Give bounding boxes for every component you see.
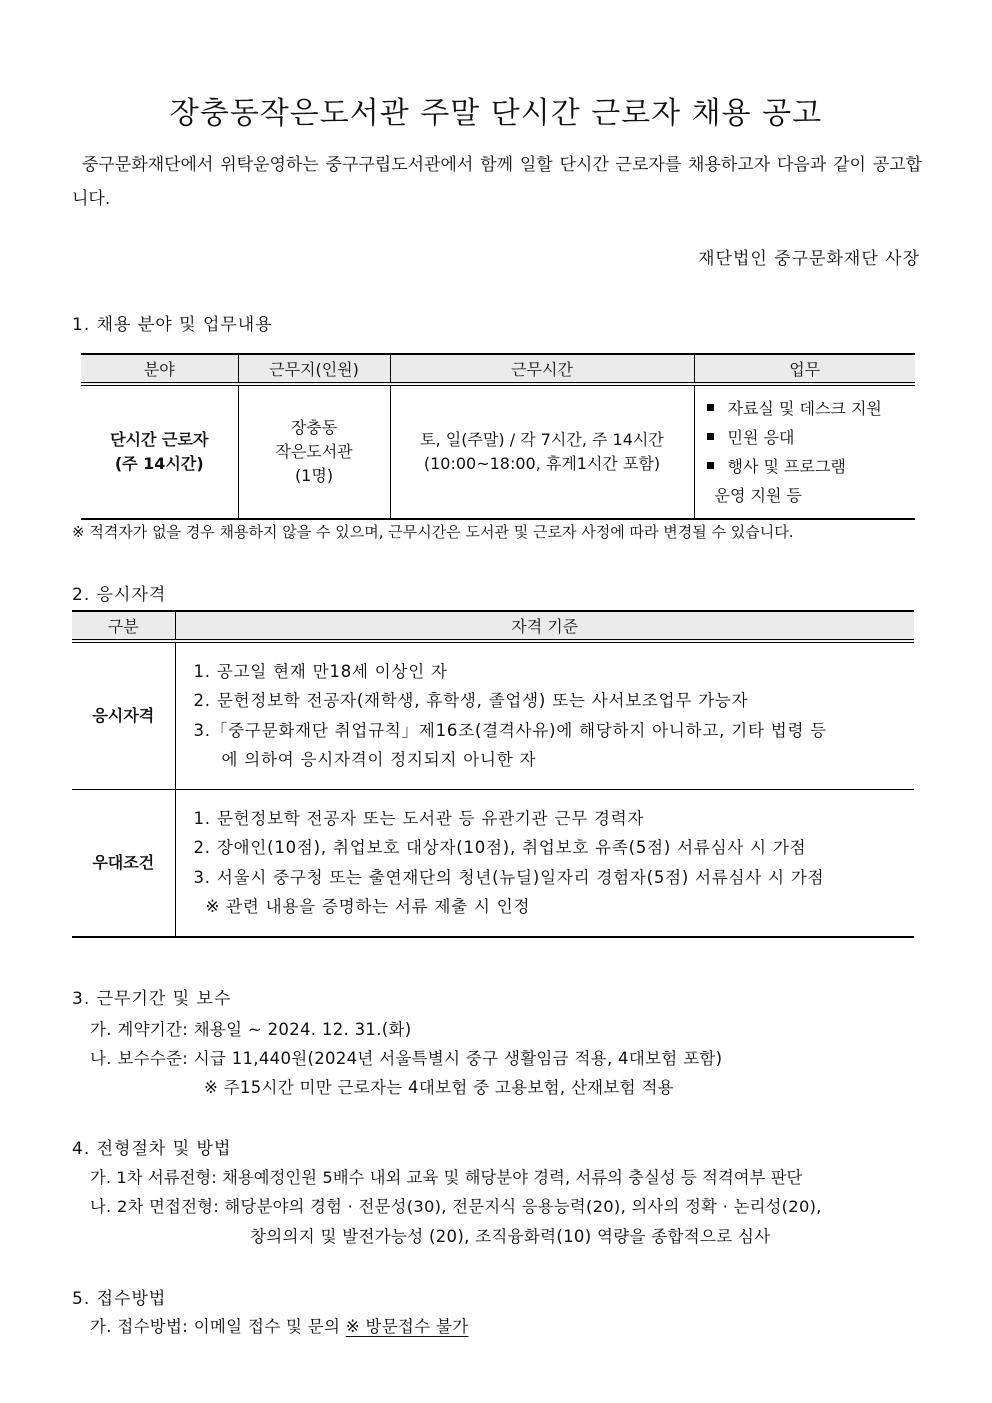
intro-paragraph: 중구문화재단에서 위탁운영하는 중구구립도서관에서 함께 일할 단시간 근로자를 채용하고자 다음과 같이 공고합니다.: [72, 155, 922, 209]
section1-heading: 1. 채용 분야 및 업무내용: [72, 315, 273, 335]
qualification-table-header: [72, 611, 914, 641]
row-label: 응시자격: [72, 641, 175, 789]
list-item: 3. 서울시 중구청 또는 출연재단의 청년(뉴딜)일자리 경험자(5점) 서류심사 시 가점: [193, 867, 825, 887]
application-method: [90, 1313, 468, 1337]
section1-note: ※ 적격자가 없을 경우 채용하지 않을 수 있으며, 근무시간은 도서관 및 근로자 사정에 따라 변경될 수 있습니다.: [72, 523, 794, 541]
contract-period: 가. 계약기간: 채용일 ~ 2024. 12. 31.(화): [90, 1020, 412, 1039]
list-item: [707, 452, 916, 481]
header-field: 분야: [81, 354, 238, 384]
signature: 재단법인 중구문화재단 사장: [698, 249, 920, 269]
job-table: [81, 353, 915, 520]
interview-screening: 나. 2차 면접전형: 해당분야의 경험 · 전문성(30), 전문지식 응용능력(20), 의사의 정확 · 논리성(20),: [90, 1197, 822, 1216]
list-item: 2. 장애인(10점), 취업보호 대상자(10점), 취업보호 유족(5점) 서류심사 시 가점: [193, 838, 807, 858]
list-item: ※ 관련 내용을 증명하는 서류 제출 시 인정: [205, 897, 531, 917]
place-line: (1명): [294, 466, 334, 485]
section3-heading: 3. 근무기간 및 보수: [72, 989, 232, 1009]
list-item: 1. 공고일 현재 만18세 이상인 자: [193, 661, 448, 681]
application-method-text: 가. 접수방법: 이메일 접수 및 문의: [90, 1317, 346, 1336]
list-item: 운영 지원 등: [714, 486, 802, 505]
row-criteria: [175, 789, 914, 937]
section2-heading: 2. 응시자격: [72, 585, 167, 605]
row-criteria: [175, 641, 914, 789]
table-row: [72, 789, 914, 937]
cell-duties: [694, 384, 915, 519]
table-row: [72, 641, 914, 789]
section4-heading: 4. 전형절차 및 방법: [72, 1139, 232, 1159]
list-item: [707, 394, 916, 423]
place-line: 작은도서관: [275, 442, 353, 461]
list-item: 1. 문헌정보학 전공자 또는 도서관 등 유관기관 근무 경력자: [193, 808, 645, 828]
header-criteria: 자격 기준: [175, 611, 914, 641]
section5-heading: 5. 접수방법: [72, 1289, 167, 1309]
cell-hours: [390, 384, 694, 519]
hours-line: (10:00~18:00, 휴게1시간 포함): [423, 454, 661, 473]
list-item: [707, 423, 916, 452]
qualification-table: [72, 610, 914, 938]
field-line: (주 14시간): [114, 454, 204, 473]
no-visit-notice: ※ 방문접수 불가: [345, 1317, 469, 1336]
cell-place: [238, 384, 390, 519]
header-duties: 업무: [694, 354, 915, 384]
square-bullet-icon: [707, 462, 714, 469]
duty-list: [695, 386, 916, 518]
header-place: 근무지(인원): [238, 354, 390, 384]
header-hours: 근무시간: [390, 354, 694, 384]
table-row: [81, 384, 915, 519]
document-title: 장충동작은도서관 주말 단시간 근로자 채용 공고: [169, 96, 823, 131]
duty-text: 민원 응대: [727, 428, 795, 447]
square-bullet-icon: [707, 433, 714, 440]
interview-screening-cont: 창의의지 및 발전가능성 (20), 조직융화력(10) 역량을 종합적으로 심사: [250, 1227, 771, 1246]
list-item: 2. 문헌정보학 전공자(재학생, 휴학생, 졸업생) 또는 사서보조업무 가능자: [193, 691, 749, 711]
list-item: 에 의하여 응시자격이 정지되지 아니한 자: [221, 750, 537, 770]
cell-field: [81, 384, 238, 519]
square-bullet-icon: [707, 404, 714, 411]
criteria-list: [176, 657, 915, 775]
place-line: 장충동: [290, 418, 338, 437]
criteria-list: [176, 804, 915, 922]
pay-level: 나. 보수수준: 시급 11,440원(2024년 서울특별시 중구 생활임금 적용, 4대보험 포함): [90, 1049, 723, 1068]
insurance-note: ※ 주15시간 미만 근로자는 4대보험 중 고용보험, 산재보험 적용: [204, 1078, 674, 1097]
header-category: 구분: [72, 611, 175, 641]
job-table-header: [81, 354, 915, 384]
duty-text: 행사 및 프로그램: [727, 457, 846, 476]
list-item: 3.「중구문화재단 취업규칙」제16조(결격사유)에 해당하지 아니하고, 기타 법령 등: [193, 720, 827, 740]
duty-text: 자료실 및 데스크 지원: [727, 399, 882, 418]
document-screening: 가. 1차 서류전형: 채용예정인원 5배수 내외 교육 및 해당분야 경력, 서류의 충실성 등 적격여부 판단: [90, 1168, 803, 1187]
row-label: 우대조건: [72, 789, 175, 937]
field-line: 단시간 근로자: [110, 430, 209, 449]
hours-line: 토, 일(주말) / 각 7시간, 주 14시간: [420, 430, 664, 449]
